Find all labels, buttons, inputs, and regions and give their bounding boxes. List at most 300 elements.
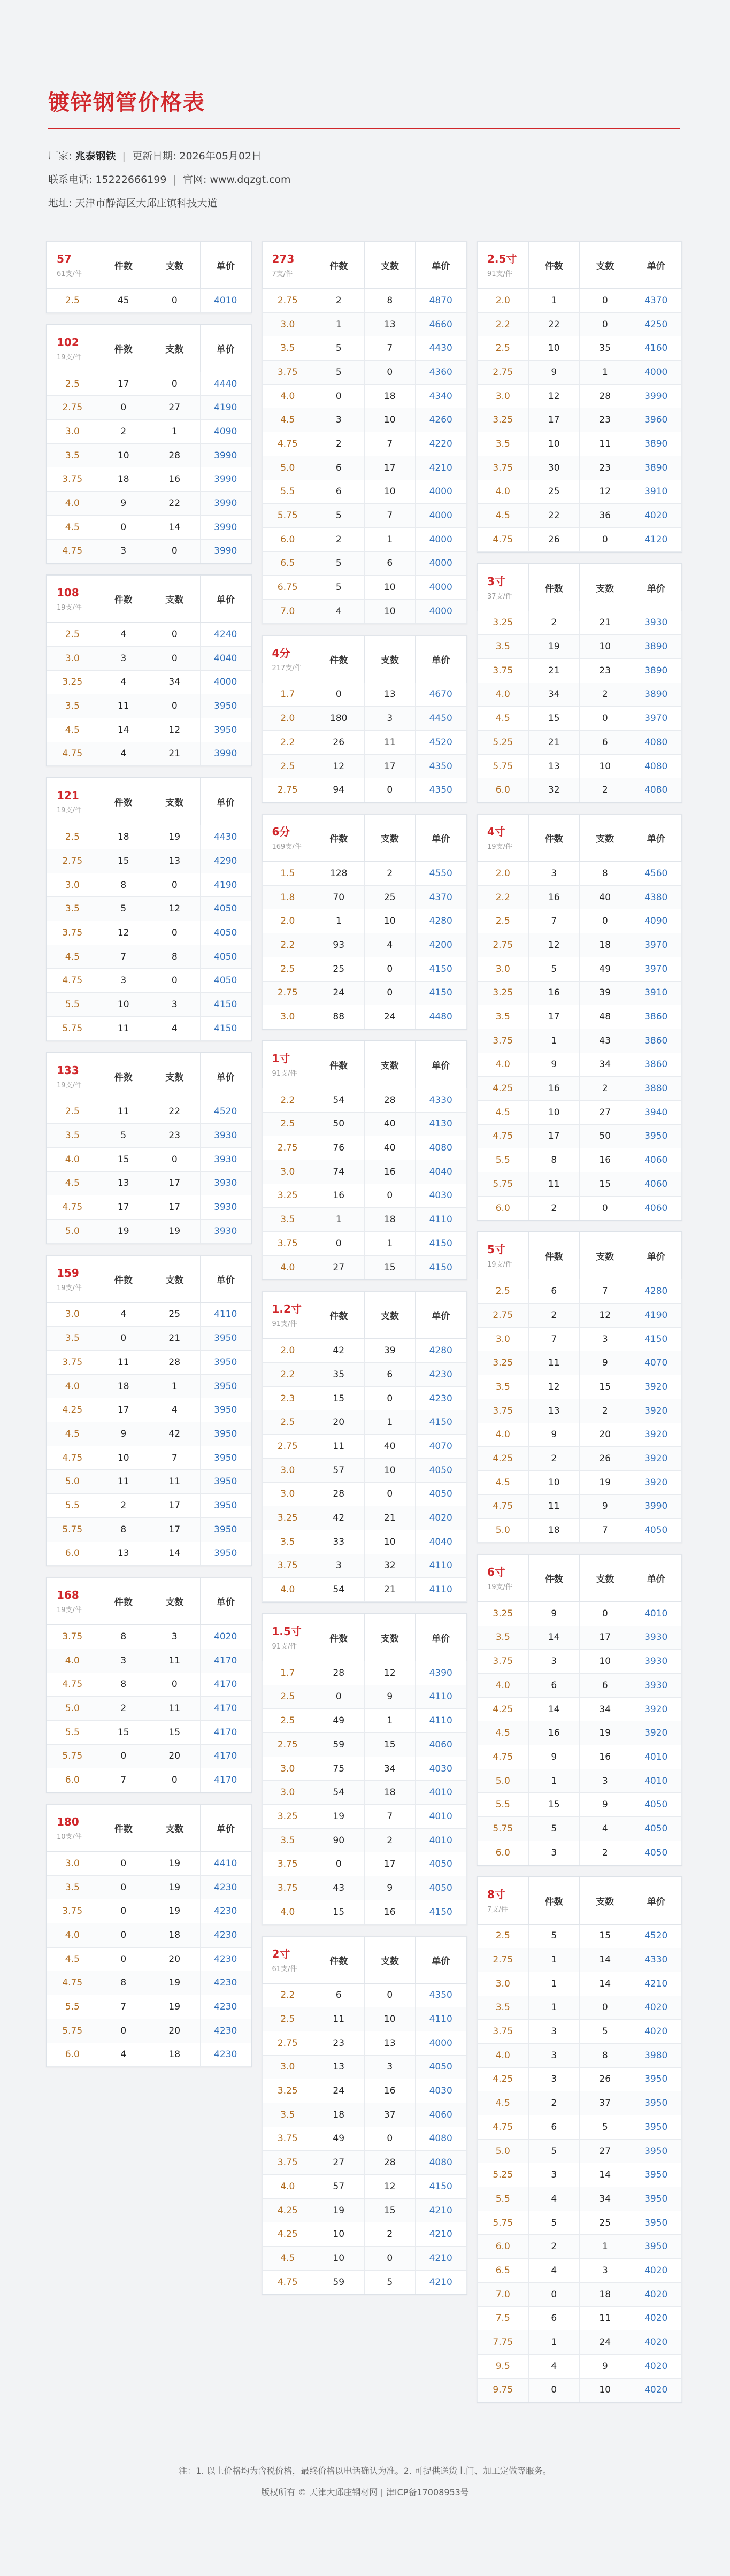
spec-name: 2.5寸 xyxy=(487,252,517,265)
page-title: 镀锌钢管价格表 xyxy=(48,90,205,115)
table-row xyxy=(478,1375,682,1399)
price-cell: 3950 xyxy=(200,1398,251,1422)
count-cell: 37 xyxy=(580,2091,631,2115)
thickness-cell: 4.5 xyxy=(47,515,98,539)
price-cell: 3920 xyxy=(631,1721,682,1745)
thickness-cell: 3.75 xyxy=(478,1399,529,1423)
price-cell: 3920 xyxy=(631,1697,682,1721)
thickness-cell: 5.0 xyxy=(47,1470,98,1494)
price-cell: 4080 xyxy=(631,754,682,778)
qty-cell: 2 xyxy=(313,432,365,456)
qty-cell: 0 xyxy=(313,1852,365,1876)
table-row xyxy=(262,1136,466,1160)
spec-pieces-per-bundle: 169支/件 xyxy=(272,843,302,852)
price-cell: 4230 xyxy=(200,2043,251,2067)
thickness-cell: 2.2 xyxy=(262,933,313,957)
count-header: 支数 xyxy=(364,1292,416,1339)
price-cell: 4150 xyxy=(631,1327,682,1351)
count-cell: 0 xyxy=(580,1196,631,1220)
table-row xyxy=(478,611,682,635)
thickness-cell: 3.5 xyxy=(262,1530,313,1554)
count-cell: 1 xyxy=(364,527,416,551)
table-row xyxy=(262,408,466,432)
table-row xyxy=(478,707,682,731)
count-cell: 0 xyxy=(580,707,631,731)
thickness-cell: 2.5 xyxy=(47,372,98,396)
count-cell: 0 xyxy=(149,623,201,647)
thickness-cell: 6.0 xyxy=(47,2043,98,2067)
thickness-cell: 2.5 xyxy=(47,1100,98,1124)
thickness-cell: 4.5 xyxy=(47,945,98,969)
table-row xyxy=(478,1841,682,1865)
spec-name: 1.2寸 xyxy=(272,1302,302,1316)
price-cell: 3860 xyxy=(631,1005,682,1029)
table-row xyxy=(47,742,251,766)
thickness-cell: 4.5 xyxy=(478,1100,529,1124)
table-row xyxy=(47,1446,251,1470)
price-table-card xyxy=(262,1936,467,2295)
thickness-cell: 3.75 xyxy=(47,467,98,492)
spec-name: 180 xyxy=(57,1815,79,1828)
qty-cell: 18 xyxy=(98,825,149,849)
count-cell: 0 xyxy=(580,909,631,933)
table-row xyxy=(262,2175,466,2199)
count-cell: 3 xyxy=(149,993,201,1017)
qty-cell: 19 xyxy=(313,1805,365,1829)
price-cell: 4070 xyxy=(416,1435,467,1459)
count-cell: 0 xyxy=(364,778,416,802)
qty-cell: 7 xyxy=(98,1995,149,2019)
price-cell: 3950 xyxy=(200,1494,251,1518)
qty-cell: 0 xyxy=(313,1232,365,1256)
price-table-card xyxy=(262,1291,467,1603)
price-cell: 4170 xyxy=(200,1673,251,1697)
thickness-cell: 3.5 xyxy=(478,1375,529,1399)
table-row xyxy=(478,1423,682,1447)
table-row xyxy=(478,683,682,707)
qty-cell: 3 xyxy=(98,969,149,993)
count-cell: 15 xyxy=(580,1172,631,1197)
qty-cell: 43 xyxy=(313,1876,365,1900)
count-header: 支数 xyxy=(364,242,416,289)
thickness-cell: 5.5 xyxy=(262,480,313,504)
table-row xyxy=(47,969,251,993)
count-cell: 13 xyxy=(364,312,416,336)
qty-cell: 19 xyxy=(528,635,580,659)
spec-pieces-per-bundle: 91支/件 xyxy=(272,1642,297,1651)
count-cell: 0 xyxy=(149,1147,201,1171)
count-cell: 22 xyxy=(149,492,201,516)
spec-pieces-per-bundle: 19支/件 xyxy=(57,353,82,362)
thickness-cell: 2.75 xyxy=(47,396,98,420)
thickness-cell: 4.75 xyxy=(262,432,313,456)
thickness-cell: 4.25 xyxy=(478,1697,529,1721)
table-row xyxy=(478,981,682,1005)
count-cell: 1 xyxy=(364,1709,416,1733)
count-cell: 15 xyxy=(149,1720,201,1744)
spec-pieces-per-bundle: 61支/件 xyxy=(57,270,82,278)
count-cell: 5 xyxy=(580,2020,631,2044)
qty-cell: 23 xyxy=(313,2031,365,2055)
qty-cell: 54 xyxy=(313,1088,365,1112)
spec-header xyxy=(262,815,313,862)
qty-cell: 15 xyxy=(98,1720,149,1744)
price-cell: 3950 xyxy=(631,2091,682,2115)
count-cell: 0 xyxy=(364,981,416,1005)
table-row xyxy=(47,1374,251,1398)
count-header: 支数 xyxy=(364,635,416,683)
thickness-cell: 5.75 xyxy=(262,504,313,528)
price-table xyxy=(477,1554,682,1865)
thickness-cell: 5.5 xyxy=(47,1995,98,2019)
thickness-cell: 2.5 xyxy=(262,1685,313,1709)
price-cell: 4210 xyxy=(631,1972,682,1996)
price-cell: 3990 xyxy=(200,492,251,516)
qty-cell: 3 xyxy=(98,646,149,670)
qty-cell: 5 xyxy=(528,957,580,981)
count-cell: 40 xyxy=(364,1112,416,1136)
thickness-cell: 4.0 xyxy=(262,1900,313,1924)
thickness-cell: 4.25 xyxy=(262,2222,313,2247)
thickness-cell: 4.0 xyxy=(262,384,313,408)
count-cell: 34 xyxy=(149,670,201,694)
price-header: 单价 xyxy=(631,564,682,611)
qty-cell: 11 xyxy=(98,1470,149,1494)
price-cell: 4080 xyxy=(631,778,682,802)
table-row xyxy=(478,885,682,909)
count-cell: 4 xyxy=(149,1398,201,1422)
qty-cell: 2 xyxy=(313,527,365,551)
count-cell: 8 xyxy=(580,2043,631,2067)
count-cell: 36 xyxy=(580,504,631,528)
count-cell: 1 xyxy=(149,1374,201,1398)
count-header: 支数 xyxy=(149,325,201,372)
count-cell: 19 xyxy=(149,1852,201,1876)
price-cell: 4010 xyxy=(200,289,251,313)
table-row xyxy=(262,1852,466,1876)
qty-cell: 15 xyxy=(313,1900,365,1924)
table-row xyxy=(47,921,251,945)
price-cell: 4430 xyxy=(416,336,467,361)
spec-header xyxy=(478,1554,529,1601)
table-row xyxy=(262,2222,466,2247)
table-row xyxy=(47,1649,251,1673)
count-cell: 24 xyxy=(580,2330,631,2355)
price-cell: 4370 xyxy=(416,885,467,909)
price-header: 单价 xyxy=(200,1578,251,1625)
price-table xyxy=(477,241,682,552)
price-cell: 4020 xyxy=(631,2020,682,2044)
spec-header xyxy=(262,1292,313,1339)
count-cell: 35 xyxy=(580,336,631,361)
thickness-cell: 4.5 xyxy=(478,1721,529,1745)
spec-name: 273 xyxy=(272,252,295,265)
qty-cell: 10 xyxy=(313,2222,365,2247)
qty-cell: 8 xyxy=(98,1625,149,1649)
table-row xyxy=(47,515,251,539)
thickness-cell: 3.75 xyxy=(262,1554,313,1578)
table-row xyxy=(478,432,682,456)
qty-cell: 15 xyxy=(528,707,580,731)
count-cell: 34 xyxy=(364,1757,416,1781)
count-cell: 19 xyxy=(149,1219,201,1243)
qty-cell: 6 xyxy=(528,2115,580,2140)
price-cell: 4280 xyxy=(416,1339,467,1363)
qty-cell: 10 xyxy=(98,993,149,1017)
qty-cell: 1 xyxy=(528,1972,580,1996)
thickness-cell: 4.5 xyxy=(262,2247,313,2271)
price-cell: 4210 xyxy=(416,2222,467,2247)
price-cell: 4050 xyxy=(631,1793,682,1817)
price-cell: 3950 xyxy=(200,1351,251,1375)
qty-cell: 4 xyxy=(313,599,365,623)
price-cell: 4520 xyxy=(200,1100,251,1124)
qty-cell: 5 xyxy=(98,897,149,921)
price-header: 单价 xyxy=(200,242,251,289)
qty-cell: 3 xyxy=(528,862,580,886)
table-row xyxy=(478,408,682,432)
table-row xyxy=(478,1996,682,2020)
qty-cell: 15 xyxy=(98,849,149,873)
count-cell: 34 xyxy=(580,1697,631,1721)
price-cell: 3950 xyxy=(200,1517,251,1542)
page-footer xyxy=(0,2460,730,2503)
table-row xyxy=(47,1995,251,2019)
price-cell: 4090 xyxy=(631,909,682,933)
price-table xyxy=(477,1877,682,2403)
table-row xyxy=(262,480,466,504)
price-cell: 4450 xyxy=(416,707,467,731)
footer-copyright: 版权所有 © 天津大邱庄钢材网 | 津ICP备17008953号 xyxy=(261,2487,469,2497)
count-cell: 14 xyxy=(149,515,201,539)
thickness-cell: 3.25 xyxy=(478,1351,529,1375)
thickness-cell: 4.0 xyxy=(478,1674,529,1698)
table-row xyxy=(478,635,682,659)
qty-cell: 2 xyxy=(313,289,365,313)
count-cell: 1 xyxy=(580,2235,631,2259)
table-row xyxy=(262,885,466,909)
table-row xyxy=(262,683,466,707)
table-row xyxy=(478,456,682,480)
count-cell: 9 xyxy=(580,1351,631,1375)
table-row xyxy=(262,1339,466,1363)
qty-cell: 27 xyxy=(313,1255,365,1279)
price-cell: 4150 xyxy=(200,1016,251,1040)
price-cell: 3990 xyxy=(631,1494,682,1519)
count-cell: 27 xyxy=(580,1100,631,1124)
thickness-cell: 3.0 xyxy=(478,1972,529,1996)
price-cell: 4080 xyxy=(631,731,682,755)
table-row xyxy=(478,2067,682,2091)
qty-cell: 26 xyxy=(313,731,365,755)
price-table-card xyxy=(46,1052,252,1244)
price-cell: 3920 xyxy=(631,1399,682,1423)
qty-header: 件数 xyxy=(528,1877,580,1924)
table-row xyxy=(262,1685,466,1709)
price-cell: 3930 xyxy=(200,1195,251,1220)
table-row xyxy=(47,718,251,742)
vendor-line xyxy=(48,144,682,168)
count-cell: 1 xyxy=(364,1232,416,1256)
qty-cell: 0 xyxy=(98,1327,149,1351)
thickness-cell: 3.0 xyxy=(478,957,529,981)
thickness-cell: 4.25 xyxy=(262,2198,313,2222)
price-cell: 4050 xyxy=(416,1458,467,1482)
qty-cell: 90 xyxy=(313,1828,365,1852)
site-link[interactable]: www.dqzgt.com xyxy=(210,174,291,186)
price-cell: 4870 xyxy=(416,289,467,313)
table-row xyxy=(262,456,466,480)
thickness-cell: 4.5 xyxy=(47,1422,98,1446)
count-cell: 40 xyxy=(580,885,631,909)
table-row xyxy=(262,1232,466,1256)
qty-cell: 3 xyxy=(528,2067,580,2091)
qty-cell: 180 xyxy=(313,707,365,731)
thickness-cell: 4.5 xyxy=(478,1470,529,1494)
table-row xyxy=(262,981,466,1005)
count-cell: 15 xyxy=(364,1733,416,1757)
price-cell: 4170 xyxy=(200,1744,251,1768)
spec-name: 2寸 xyxy=(272,1947,290,1960)
spec-header xyxy=(478,242,529,289)
thickness-cell: 4.0 xyxy=(47,492,98,516)
thickness-cell: 3.5 xyxy=(262,1828,313,1852)
qty-cell: 50 xyxy=(313,1112,365,1136)
price-header: 单价 xyxy=(200,778,251,825)
count-cell: 9 xyxy=(364,1876,416,1900)
price-cell: 3890 xyxy=(631,683,682,707)
table-row xyxy=(478,1674,682,1698)
price-cell: 4060 xyxy=(416,1733,467,1757)
update-label: 更新日期: xyxy=(132,150,176,162)
table-row xyxy=(478,862,682,886)
qty-cell: 6 xyxy=(313,1983,365,2007)
phone-number[interactable]: 15222666199 xyxy=(95,174,167,186)
qty-cell: 22 xyxy=(528,312,580,336)
spec-pieces-per-bundle: 61支/件 xyxy=(272,1965,297,1973)
count-cell: 24 xyxy=(364,1005,416,1029)
price-cell: 4020 xyxy=(631,1996,682,2020)
qty-cell: 3 xyxy=(313,1554,365,1578)
qty-cell: 11 xyxy=(98,694,149,718)
thickness-cell: 3.0 xyxy=(262,2055,313,2079)
thickness-cell: 5.0 xyxy=(47,1219,98,1243)
price-table-card xyxy=(262,635,467,803)
thickness-cell: 5.0 xyxy=(47,1697,98,1721)
qty-cell: 16 xyxy=(313,1184,365,1208)
table-row xyxy=(262,1482,466,1506)
thickness-cell: 2.5 xyxy=(478,909,529,933)
price-cell: 4000 xyxy=(416,527,467,551)
price-cell: 4230 xyxy=(200,1899,251,1923)
spec-name: 5寸 xyxy=(487,1243,505,1256)
table-row xyxy=(262,1805,466,1829)
table-row xyxy=(47,623,251,647)
thickness-cell: 3.0 xyxy=(47,873,98,897)
count-cell: 0 xyxy=(364,1184,416,1208)
thickness-cell: 4.75 xyxy=(47,969,98,993)
count-cell: 11 xyxy=(580,2306,631,2330)
thickness-cell: 3.75 xyxy=(262,1876,313,1900)
price-cell: 4000 xyxy=(416,576,467,600)
count-cell: 22 xyxy=(149,1100,201,1124)
thickness-cell: 3.0 xyxy=(47,420,98,444)
thickness-cell: 4.0 xyxy=(262,1255,313,1279)
count-cell: 28 xyxy=(364,1088,416,1112)
count-header: 支数 xyxy=(149,1053,201,1100)
table-row xyxy=(47,993,251,1017)
count-cell: 9 xyxy=(580,2354,631,2378)
count-cell: 6 xyxy=(580,1674,631,1698)
count-cell: 17 xyxy=(364,456,416,480)
qty-cell: 5 xyxy=(313,336,365,361)
thickness-cell: 6.75 xyxy=(262,576,313,600)
table-row xyxy=(47,492,251,516)
table-row xyxy=(262,2031,466,2055)
table-row xyxy=(262,1088,466,1112)
table-row xyxy=(262,1983,466,2007)
thickness-cell: 2.75 xyxy=(262,1733,313,1757)
qty-cell: 12 xyxy=(313,754,365,778)
spec-name: 6分 xyxy=(272,825,290,839)
price-cell: 4520 xyxy=(631,1924,682,1948)
thickness-cell: 3.5 xyxy=(262,1208,313,1232)
thickness-cell: 2.5 xyxy=(478,1924,529,1948)
count-cell: 20 xyxy=(149,1744,201,1768)
table-row xyxy=(478,658,682,683)
table-row xyxy=(478,1948,682,1972)
thickness-cell: 4.5 xyxy=(262,408,313,432)
thickness-cell: 3.0 xyxy=(47,1302,98,1327)
spec-header xyxy=(47,778,98,825)
thickness-cell: 4.0 xyxy=(47,1147,98,1171)
count-cell: 10 xyxy=(580,1650,631,1674)
table-row xyxy=(47,1147,251,1171)
count-cell: 12 xyxy=(364,1661,416,1685)
price-table xyxy=(262,1614,467,1925)
qty-cell: 11 xyxy=(313,1435,365,1459)
qty-cell: 9 xyxy=(528,1601,580,1626)
table-row xyxy=(478,1601,682,1626)
table-row xyxy=(478,1924,682,1948)
count-cell: 0 xyxy=(149,921,201,945)
price-cell: 4040 xyxy=(200,646,251,670)
qty-cell: 11 xyxy=(98,1351,149,1375)
price-cell: 4110 xyxy=(200,1302,251,1327)
price-cell: 4000 xyxy=(631,361,682,385)
price-header: 单价 xyxy=(631,242,682,289)
count-cell: 0 xyxy=(364,1482,416,1506)
count-cell: 19 xyxy=(149,1995,201,2019)
table-row xyxy=(47,1470,251,1494)
count-cell: 2 xyxy=(580,1399,631,1423)
table-row xyxy=(478,1650,682,1674)
price-cell: 3930 xyxy=(631,611,682,635)
price-cell: 3970 xyxy=(631,933,682,957)
table-row xyxy=(47,1351,251,1375)
thickness-cell: 4.0 xyxy=(478,2043,529,2067)
thickness-cell: 3.25 xyxy=(262,2079,313,2103)
spec-pieces-per-bundle: 19支/件 xyxy=(57,1284,82,1292)
table-row xyxy=(47,1947,251,1971)
table-row xyxy=(262,1733,466,1757)
count-cell: 7 xyxy=(364,336,416,361)
count-cell: 12 xyxy=(580,1304,631,1328)
qty-cell: 8 xyxy=(528,1148,580,1172)
thickness-cell: 2.75 xyxy=(478,1304,529,1328)
qty-cell: 4 xyxy=(528,2259,580,2283)
spec-header xyxy=(47,1053,98,1100)
